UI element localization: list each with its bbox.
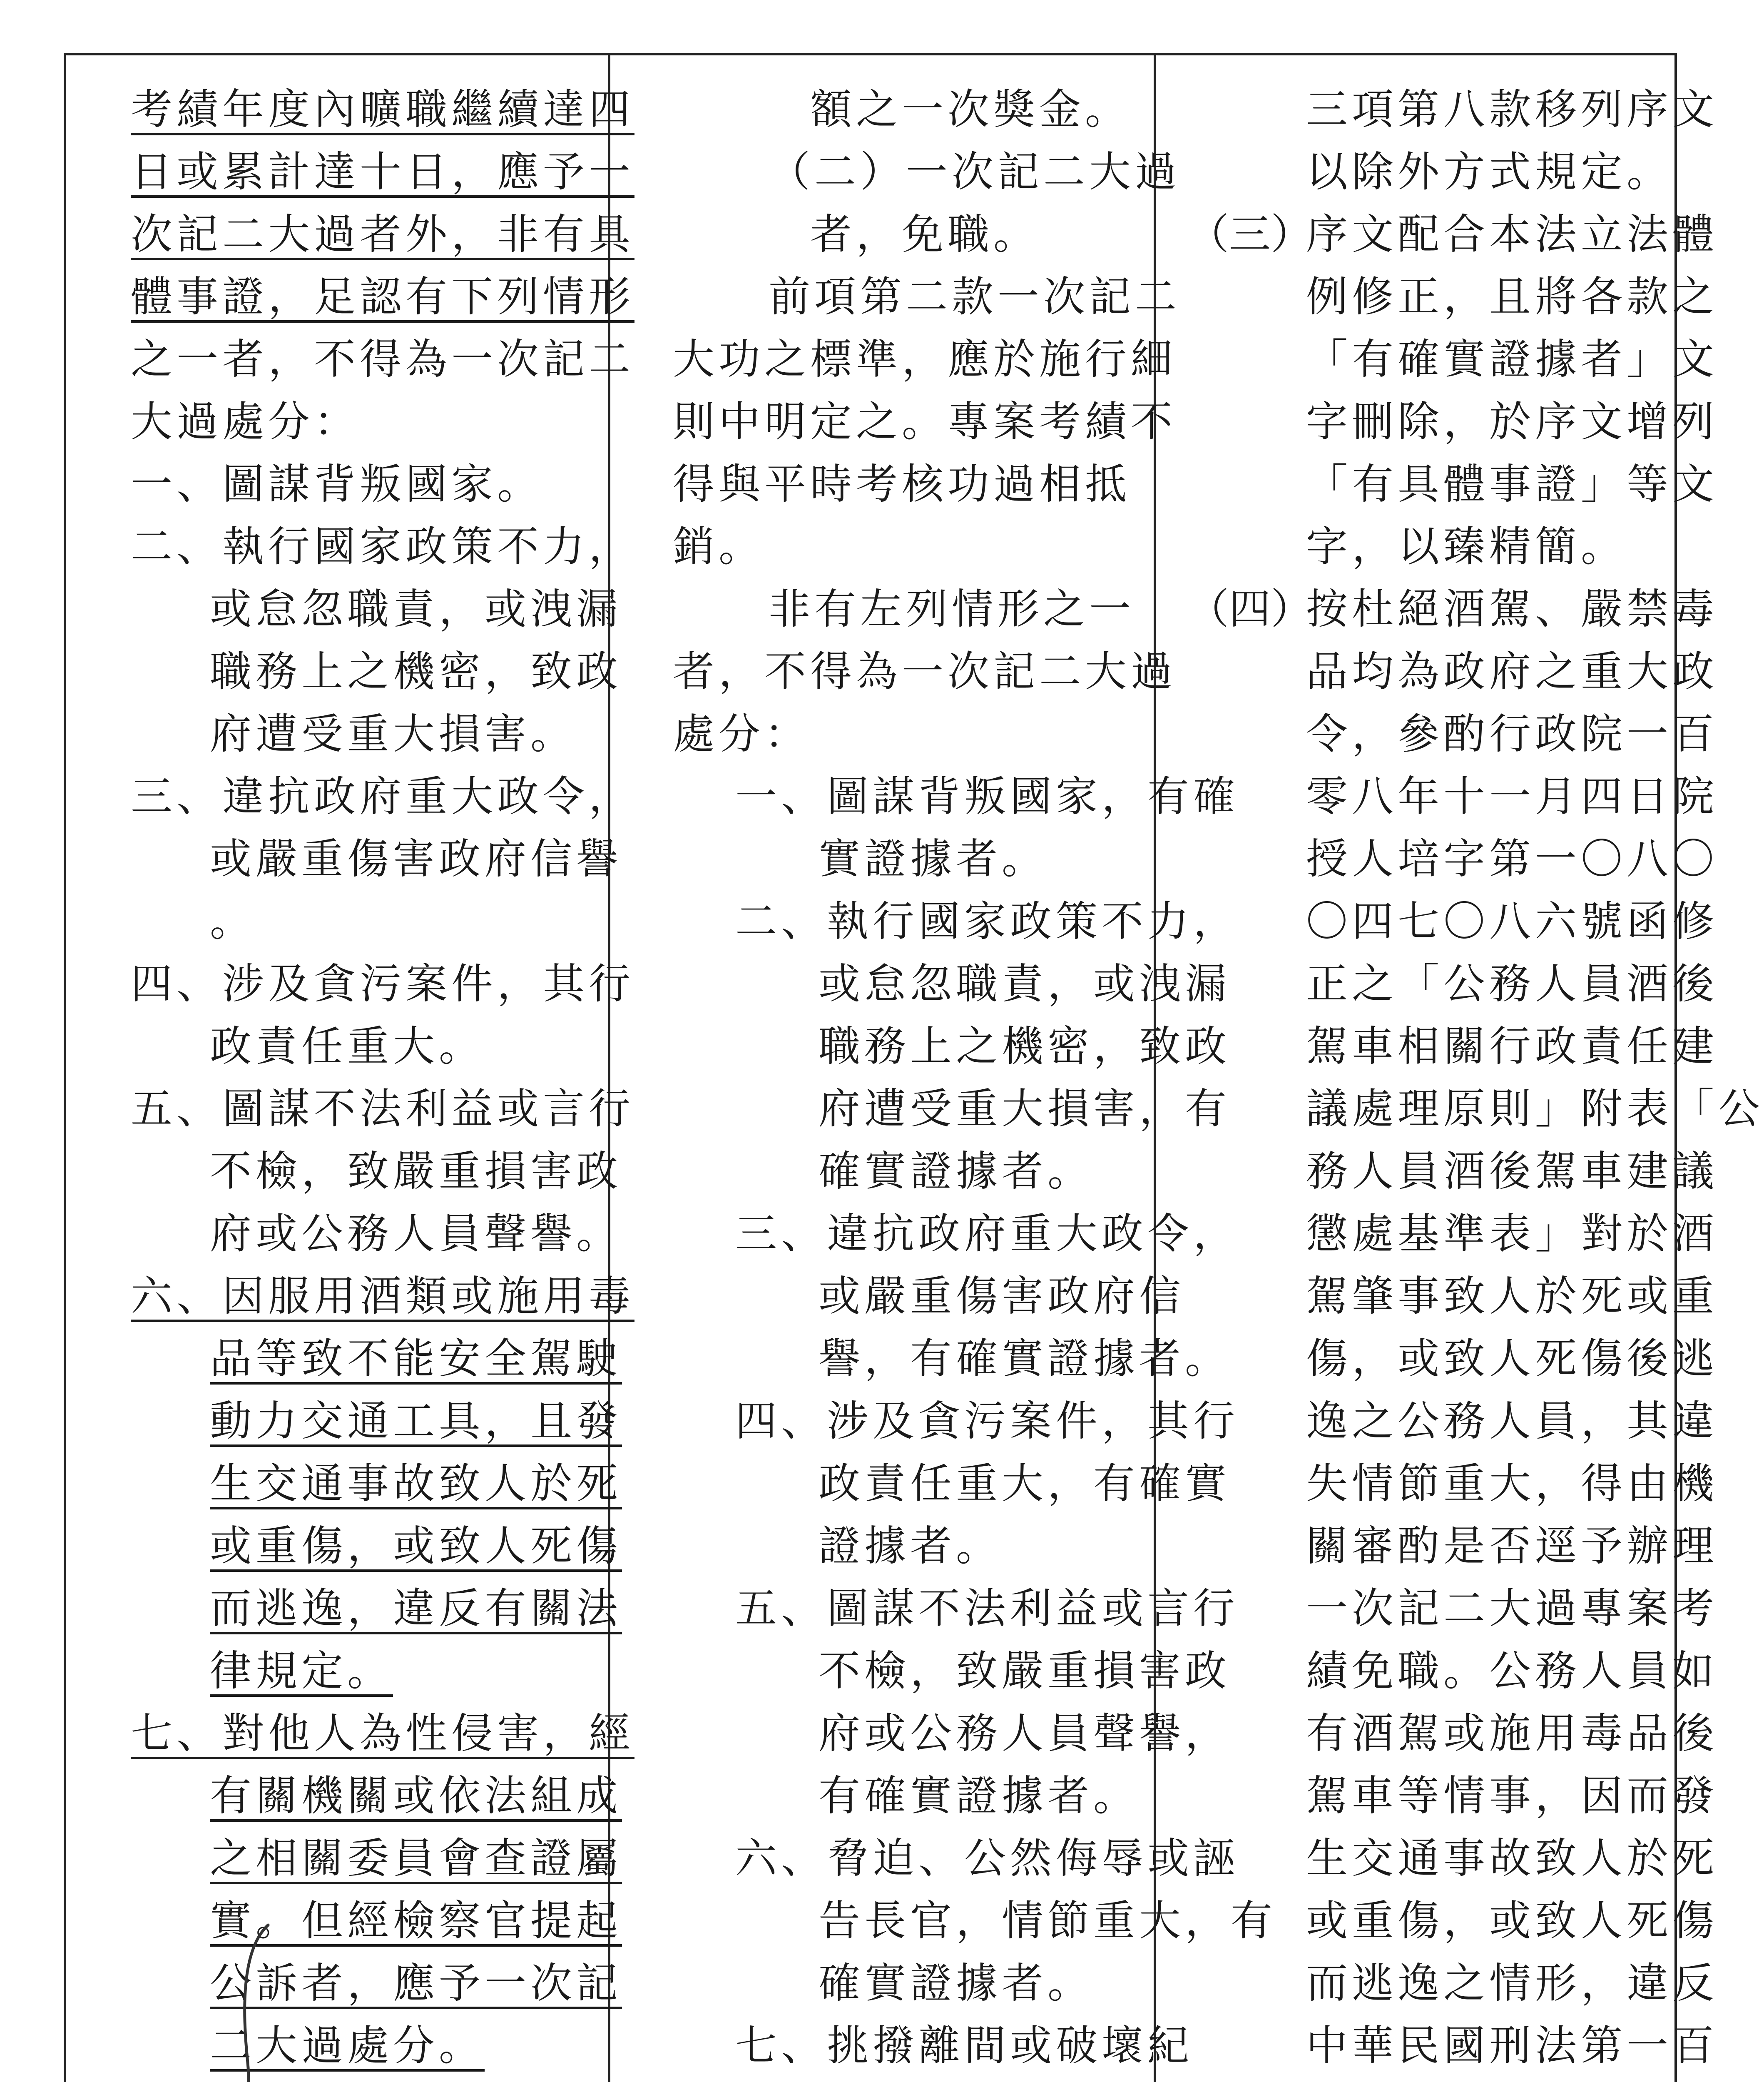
line-text: 七、挑撥離間或破壞紀: [735, 2021, 1193, 2070]
line-text: 證據者。: [819, 1522, 1002, 1570]
line-text: 次記二大過者外，非有具: [131, 210, 634, 259]
amended-line: [210, 1827, 622, 1890]
amended-line: [131, 391, 360, 453]
line-text: 非有左列情形之一: [769, 585, 1135, 633]
line-text: 務人員酒後駕車建議: [1306, 1147, 1718, 1195]
current-line: [819, 1952, 1093, 2015]
explanation-line: [1306, 1265, 1718, 1327]
line-text: 二、執行國家政策不力，: [735, 897, 1239, 946]
line-text: 律規定。: [210, 1646, 393, 1695]
line-text: 而逃逸，違反有關法: [210, 1584, 622, 1633]
explanation-line: [1306, 1640, 1718, 1702]
item-number: （三）: [1187, 210, 1312, 259]
current-line: [673, 703, 810, 765]
amended-line: [210, 1577, 622, 1640]
line-text: 額之一次獎金。: [810, 85, 1131, 134]
line-text: 「有確實證據者」文: [1306, 335, 1718, 384]
line-text: 政責任重大。: [210, 1022, 485, 1071]
explanation-line: [1306, 1952, 1718, 2015]
line-text: 「有具體事證」等文: [1306, 460, 1718, 508]
line-text: 中華民國刑法第一百: [1306, 2021, 1718, 2070]
amended-line: [210, 1515, 622, 1577]
explanation-line: [1306, 203, 1718, 266]
amended-line: [210, 1140, 622, 1203]
line-text: 關審酌是否逕予辦理: [1306, 1522, 1718, 1570]
line-text: 或嚴重傷害政府信譽: [210, 834, 622, 883]
line-text: 有確實證據者。: [819, 1771, 1139, 1820]
line-text: 六、因服用酒類或施用毒: [131, 1272, 634, 1320]
amended-line: [131, 141, 634, 203]
line-text: 生交通事故致人於死: [210, 1459, 622, 1508]
line-text: 或怠忽職責，或洩漏: [819, 959, 1231, 1008]
line-text: 而逃逸之情形，違反: [1306, 1959, 1718, 2007]
line-text: 告長官，情節重大，有: [819, 1896, 1276, 1945]
line-text: 七、對他人為性侵害，經: [131, 1709, 634, 1758]
explanation-line: [1306, 1327, 1718, 1390]
explanation-line: [1306, 953, 1718, 1015]
amended-line: [210, 640, 622, 703]
amended-line: [131, 2077, 634, 2082]
line-text: 得與平時考核功過相抵: [673, 460, 1131, 508]
line-text: 序文配合本法立法體: [1306, 210, 1718, 259]
amended-line: [210, 1015, 485, 1078]
current-line: [819, 1515, 1002, 1577]
explanation-line: [1306, 266, 1718, 328]
explanation-line: [1306, 765, 1718, 828]
explanation-line: [1306, 703, 1718, 765]
line-text: 確實證據者。: [819, 1959, 1093, 2007]
line-text: 一、圖謀背叛國家。: [131, 460, 543, 508]
line-text: 或重傷，或致人死傷: [210, 1522, 622, 1570]
line-text: 一次記二大過專案考: [1306, 1584, 1718, 1633]
explanation-line: [1306, 2015, 1718, 2077]
explanation-line: [1306, 1890, 1718, 1952]
line-text: 三、違抗政府重大政令，: [735, 1209, 1239, 1258]
amended-line: [210, 828, 622, 890]
line-text: 府或公務人員聲譽。: [210, 1209, 622, 1258]
amended-line: [131, 953, 634, 1015]
handwritten-brace-mark: [229, 1921, 274, 2082]
line-text: 公訴者，應予一次記: [210, 1959, 622, 2007]
current-line: [769, 578, 1135, 640]
line-text: 有關機關或依法組成: [210, 1771, 622, 1820]
line-text: 四、涉及貪污案件，其行: [131, 959, 634, 1008]
line-text: 有酒駕或施用毒品後: [1306, 1709, 1718, 1758]
explanation-line: [1306, 1577, 1718, 1640]
amended-line: [210, 703, 576, 765]
line-text: 零八年十一月四日院: [1306, 772, 1718, 821]
line-text: 考績年度內曠職繼續達四: [131, 85, 634, 134]
line-text: 譽，有確實證據者。: [819, 1334, 1231, 1383]
line-text: [131, 2077, 634, 2082]
line-text: 實。但經檢察官提起: [210, 1896, 622, 1945]
line-text: 一、圖謀背叛國家，有確: [735, 772, 1239, 821]
line-text: 則中明定之。專案考績不: [673, 397, 1177, 446]
current-line: [819, 828, 1047, 890]
line-text: 或嚴重傷害政府信: [819, 1272, 1185, 1320]
amended-line: [210, 1452, 622, 1515]
explanation-line: [1306, 1765, 1718, 1827]
line-text: 三項第八款移列序文: [1306, 85, 1718, 134]
line-text: 四、涉及貪污案件，其行: [735, 1397, 1239, 1445]
line-text: 銷。: [673, 522, 764, 571]
line-text: 懲處基準表」對於酒: [1306, 1209, 1718, 1258]
line-text: 字刪除，於序文增列: [1306, 397, 1718, 446]
line-text: 傷，或致人死傷後逃: [1306, 1334, 1718, 1383]
item-number: （四）: [1187, 585, 1312, 633]
amended-line: [210, 1390, 622, 1452]
current-line: [673, 453, 1131, 516]
explanation-line: [1306, 1390, 1718, 1452]
line-text: 或重傷，或致人死傷: [1306, 1896, 1718, 1945]
amended-text-column: [66, 60, 634, 2082]
line-text: 府遭受重大損害。: [210, 710, 576, 758]
explanation-line: [1306, 78, 1718, 141]
comparison-table: [64, 53, 1764, 2082]
explanation-line: [1306, 1203, 1718, 1265]
line-text: 正之「公務人員酒後: [1306, 959, 1718, 1008]
current-line: [819, 1140, 1093, 1203]
current-line: [673, 516, 764, 578]
explanation-line: [1306, 328, 1718, 391]
explanation-line: [1306, 1452, 1718, 1515]
amended-line: [131, 203, 634, 266]
explanation-line: [1306, 391, 1718, 453]
line-text: 大過處分：: [131, 397, 360, 446]
line-text: 處分：: [673, 710, 810, 758]
line-text: 職務上之機密，致政: [210, 647, 622, 696]
amended-line: [131, 453, 543, 516]
line-text: 府或公務人員聲譽，: [819, 1709, 1231, 1758]
line-text: 令，參酌行政院一百: [1306, 710, 1718, 758]
amended-line: [210, 1765, 622, 1827]
explanation-line: [1306, 578, 1718, 640]
explanation-line: [1306, 1140, 1718, 1203]
line-text: 府遭受重大損害，有: [819, 1084, 1231, 1133]
line-text: 逸之公務人員，其違: [1306, 1397, 1718, 1445]
line-text: 生交通事故致人於死: [1306, 1834, 1718, 1883]
line-text: 日或累計達十日，應予一: [131, 147, 634, 196]
line-text: 確實證據者。: [819, 1147, 1093, 1195]
amended-line: [131, 1078, 634, 1140]
current-line: [769, 141, 1181, 203]
line-text: 三、違抗政府重大政令，: [131, 772, 634, 821]
explanation-column: [1156, 60, 1764, 2082]
current-line: [735, 2015, 1193, 2077]
amended-line: [131, 1265, 634, 1327]
line-text: [1306, 2077, 1718, 2082]
line-text: 駕肇事致人於死或重: [1306, 1272, 1718, 1320]
current-line: [673, 391, 1177, 453]
line-text: 六、脅迫、公然侮辱或誣: [735, 1834, 1239, 1883]
explanation-line: [1306, 640, 1718, 703]
line-text: 五、圖謀不法利益或言行: [735, 1584, 1239, 1633]
line-text: 者，不得為一次記二大過: [673, 647, 1177, 696]
line-text: 職務上之機密，致政: [819, 1022, 1231, 1071]
current-text-column: [610, 60, 1276, 2082]
explanation-line: [1306, 516, 1627, 578]
line-text: 之一者，不得為一次記二: [131, 335, 634, 384]
current-line: [810, 203, 1039, 266]
current-line: [673, 640, 1177, 703]
line-text: 實證據者。: [819, 834, 1047, 883]
amended-line: [210, 890, 256, 953]
line-text: 品等致不能安全駕駛: [210, 1334, 622, 1383]
explanation-line: [1306, 1015, 1718, 1078]
line-text: 或怠忽職責，或洩漏: [210, 585, 622, 633]
amended-line: [210, 1327, 622, 1390]
explanation-line: [1306, 1827, 1718, 1890]
line-text: 。: [210, 897, 256, 946]
line-text: 駕車等情事，因而發: [1306, 1771, 1718, 1820]
line-text: 按杜絕酒駕、嚴禁毒: [1306, 585, 1718, 633]
current-line: [673, 328, 1177, 391]
amended-line: [210, 1203, 622, 1265]
amended-line: [131, 765, 634, 828]
amended-line: [210, 1640, 393, 1702]
amended-line: [131, 328, 634, 391]
line-text: 五、圖謀不法利益或言行: [131, 1084, 634, 1133]
amended-line: [131, 78, 634, 141]
explanation-line: [1306, 141, 1672, 203]
line-text: 品均為政府之重大政: [1306, 647, 1718, 696]
line-text: 不檢，致嚴重損害政: [210, 1147, 622, 1195]
explanation-line: [1306, 1078, 1764, 1140]
line-text: 體事證，足認有下列情形: [131, 272, 634, 321]
line-text: 者，免職。: [810, 210, 1039, 259]
line-text: 大功之標準，應於施行細: [673, 335, 1177, 384]
current-line: [769, 266, 1181, 328]
line-text: 字，以臻精簡。: [1306, 522, 1627, 571]
line-text: 二、執行國家政策不力，: [131, 522, 634, 571]
line-text: 不檢，致嚴重損害政: [819, 1646, 1231, 1695]
line-text: 動力交通工具，且發: [210, 1397, 622, 1445]
explanation-line: [1306, 1702, 1718, 1765]
current-line: [810, 78, 1131, 141]
current-line: [819, 1265, 1185, 1327]
line-text: 議處理原則」附表「公: [1306, 1084, 1764, 1133]
line-text: 績免職。公務人員如: [1306, 1646, 1718, 1695]
line-text: 〇四七〇八六號函修: [1306, 897, 1718, 946]
amended-line: [210, 578, 622, 640]
line-text: 二大過處分。: [210, 2021, 485, 2070]
explanation-line: [1306, 828, 1718, 890]
line-text: 前項第二款一次記二: [769, 272, 1181, 321]
explanation-line: [1306, 2077, 1718, 2082]
line-text: 授人培字第一〇八〇: [1306, 834, 1718, 883]
explanation-line: [1306, 890, 1718, 953]
current-line: [819, 1765, 1139, 1827]
line-text: 以除外方式規定。: [1306, 147, 1672, 196]
amended-line: [131, 516, 634, 578]
line-text: 之相關委員會查證屬: [210, 1834, 622, 1883]
line-text: 駕車相關行政責任建: [1306, 1022, 1718, 1071]
line-text: 失情節重大，得由機: [1306, 1459, 1718, 1508]
amended-line: [131, 266, 634, 328]
explanation-line: [1306, 1515, 1718, 1577]
amended-line: [131, 1702, 634, 1765]
line-text: （二）一次記二大過: [769, 147, 1181, 196]
explanation-line: [1306, 453, 1718, 516]
line-text: 政責任重大，有確實: [819, 1459, 1231, 1508]
line-text: 例修正，且將各款之: [1306, 272, 1718, 321]
